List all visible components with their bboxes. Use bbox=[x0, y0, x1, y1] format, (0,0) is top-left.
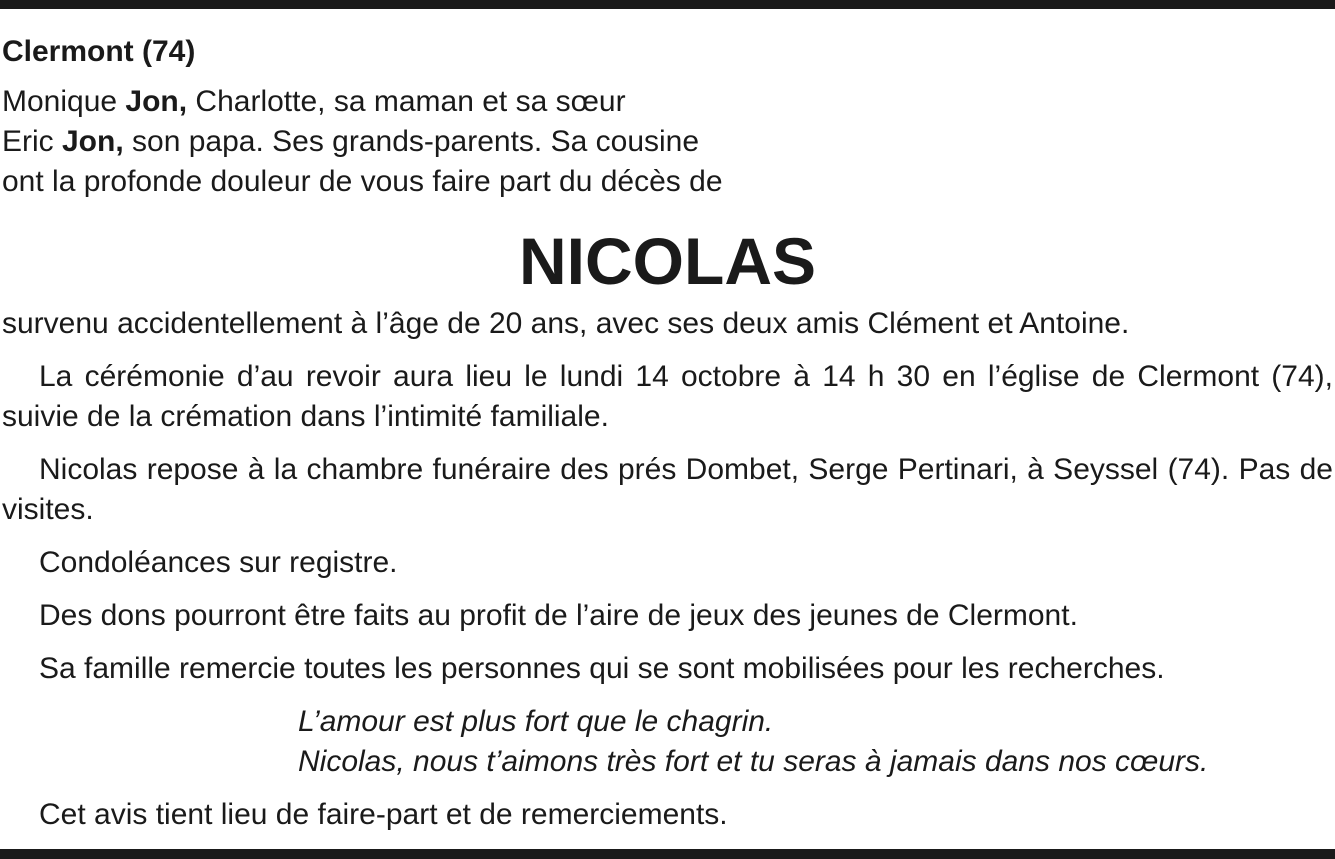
family-line-text: ont la profonde douleur de vous faire part du décès de bbox=[2, 165, 723, 198]
thanks-paragraph: Sa famille remercie toutes les personnes qui se sont mobilisées pour les recherches. bbox=[39, 652, 1165, 685]
condolences-paragraph: Condoléances sur registre. bbox=[39, 546, 398, 579]
family-surname: Jon, bbox=[62, 125, 124, 158]
resting-place-paragraph: Nicolas repose à la chambre funéraire des prés Dombet, Serge Pertinari, à Seyssel (74). Pas de visites. bbox=[2, 453, 1333, 526]
family-line-text: Eric bbox=[2, 125, 62, 158]
family-line-text: son papa. Ses grands-parents. Sa cousine bbox=[123, 125, 700, 158]
top-rule bbox=[0, 0, 1335, 9]
family-block bbox=[2, 82, 1333, 202]
family-line bbox=[2, 122, 1333, 162]
bottom-rule bbox=[0, 849, 1335, 859]
donations-paragraph: Des dons pourront être faits au profit de l’aire de jeux des jeunes de Clermont. bbox=[39, 599, 1078, 632]
closing-text: Cet avis tient lieu de faire-part et de remerciements. bbox=[39, 798, 728, 831]
poem bbox=[298, 702, 1333, 782]
circumstance-text: survenu accidentellement à l’âge de 20 ans, avec ses deux amis Clément et Antoine. bbox=[2, 307, 1130, 340]
family-line-text: Monique bbox=[2, 85, 126, 118]
deceased-name: NICOLAS bbox=[519, 224, 816, 298]
poem-line: L’amour est plus fort que le chagrin. bbox=[298, 705, 774, 738]
ceremony-paragraph: La cérémonie d’au revoir aura lieu le lundi 14 octobre à 14 h 30 en l’église de Clermont (74), suivie de la crémation dans l’intimité familiale. bbox=[2, 360, 1333, 433]
obituary-notice bbox=[2, 28, 1333, 835]
family-line-text: Charlotte, sa maman et sa sœur bbox=[187, 85, 626, 118]
location-heading: Clermont (74) bbox=[2, 35, 196, 68]
family-line bbox=[2, 82, 1333, 122]
poem-line: Nicolas, nous t’aimons très fort et tu seras à jamais dans nos cœurs. bbox=[298, 745, 1209, 778]
family-surname: Jon, bbox=[125, 85, 188, 118]
family-line bbox=[2, 162, 1333, 202]
